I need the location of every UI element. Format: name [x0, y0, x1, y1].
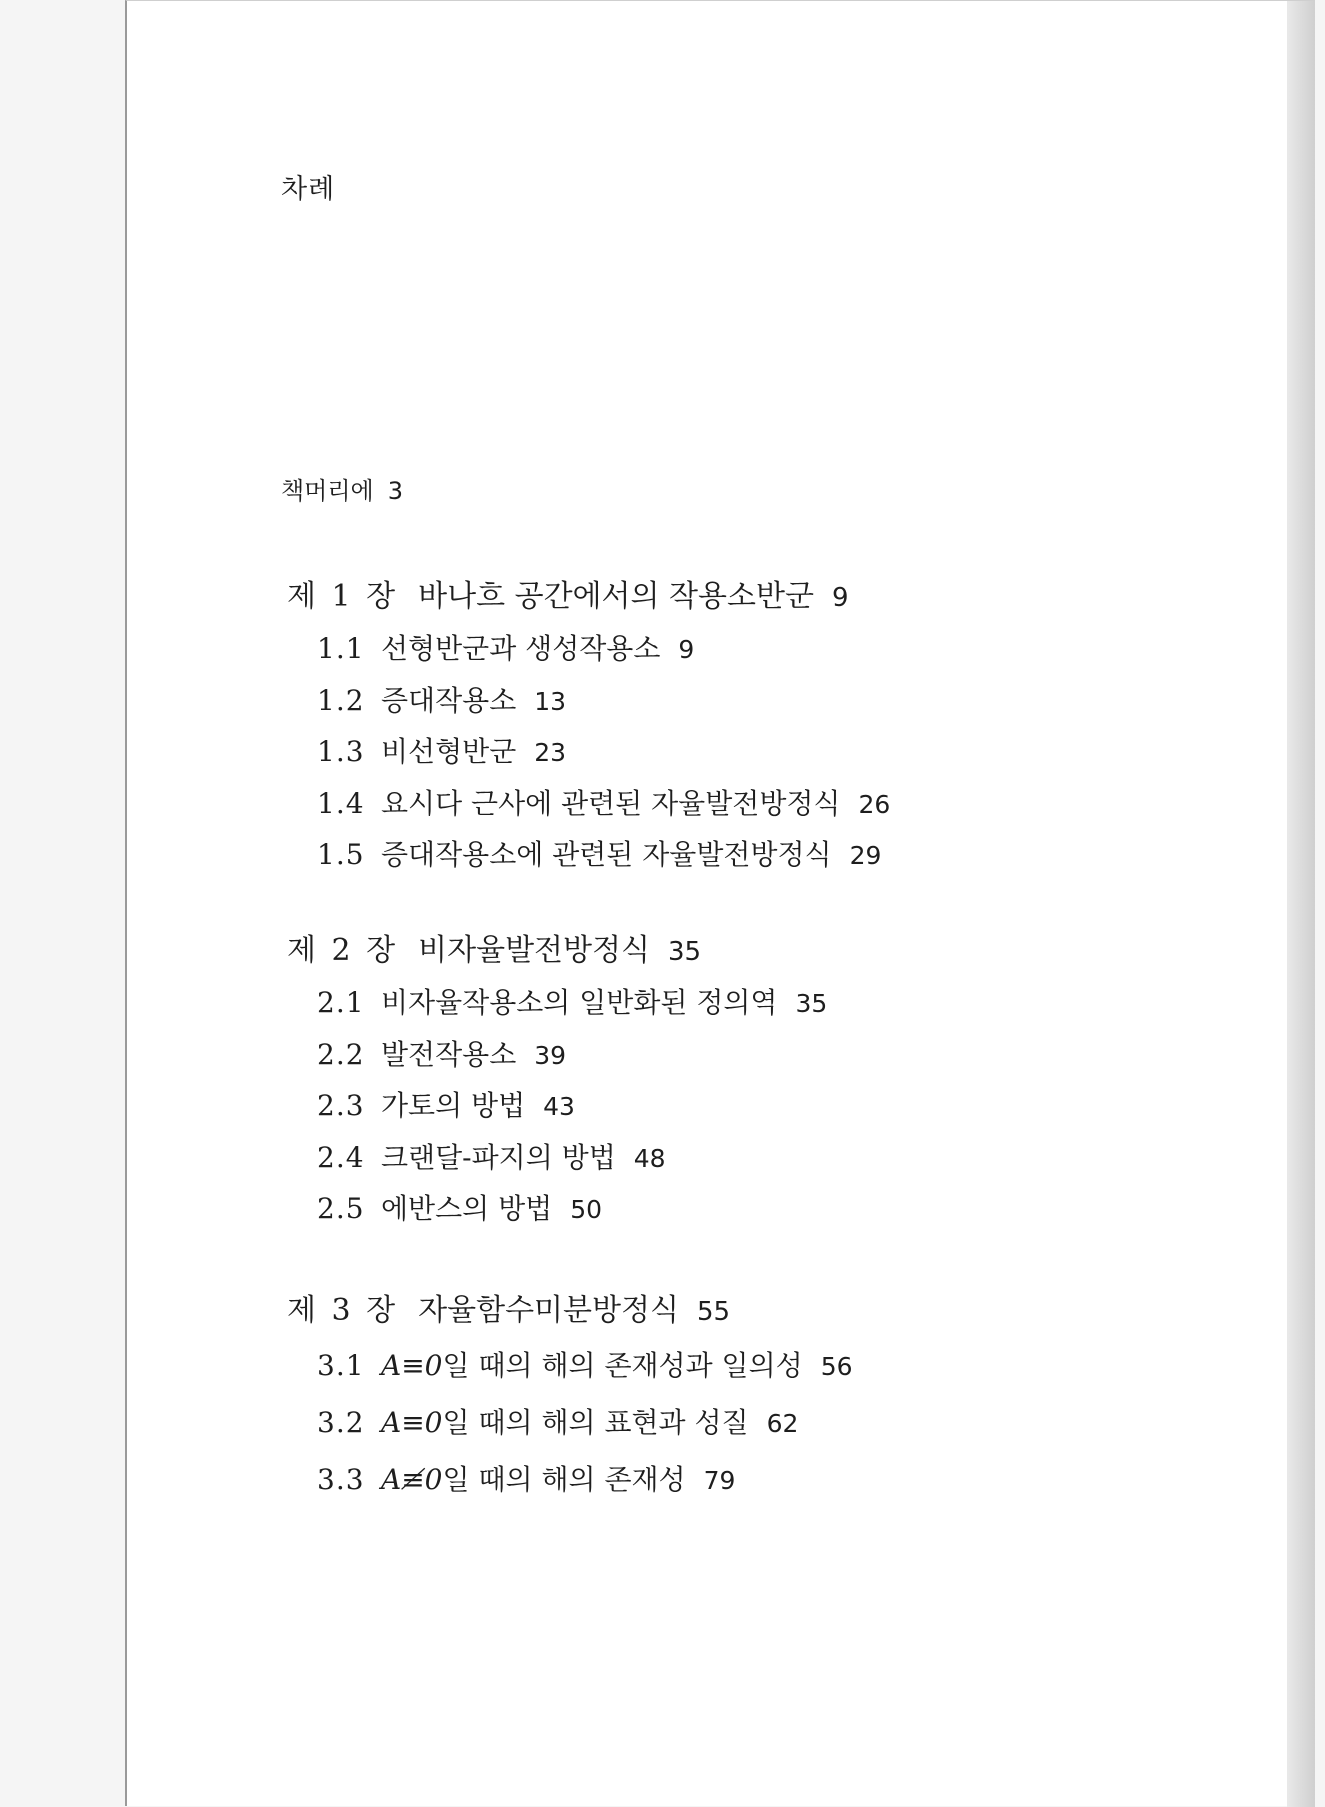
chapter-number: 제 3 장 — [287, 1293, 399, 1328]
section-entry — [317, 829, 1187, 881]
section-number: 1.3 — [317, 735, 365, 768]
section-number: 3.1 — [317, 1349, 365, 1382]
section-number: 1.1 — [317, 632, 365, 665]
section-title: 에반스의 방법 — [381, 1192, 553, 1225]
preface-page: 3 — [387, 477, 404, 505]
section-page: 39 — [534, 1040, 567, 1070]
section-number: 1.2 — [317, 683, 365, 717]
section-page: 43 — [543, 1092, 575, 1121]
chapter-1 — [287, 571, 1187, 881]
page-edge-shadow — [1287, 1, 1315, 1807]
section-entry — [317, 977, 1187, 1029]
section-page: 56 — [820, 1352, 853, 1381]
section-entry — [317, 623, 1187, 675]
section-page: 50 — [570, 1195, 603, 1224]
chapter-heading — [287, 571, 1187, 623]
section-number: 1.4 — [317, 786, 365, 820]
section-entry — [317, 1451, 1187, 1508]
section-number: 1.5 — [317, 838, 365, 871]
math-expression: A≡0 — [381, 1406, 443, 1439]
section-title: 요시다 근사에 관련된 자율발전방정식 — [381, 786, 841, 820]
section-page: 29 — [849, 841, 882, 870]
section-title: 일 때의 해의 존재성 — [442, 1463, 686, 1496]
chapter-page: 9 — [831, 583, 849, 613]
section-entry — [317, 726, 1187, 778]
section-title: 일 때의 해의 존재성과 일의성 — [442, 1349, 803, 1382]
chapter-2 — [287, 925, 1187, 1235]
chapter-heading — [287, 1285, 1187, 1337]
chapter-heading — [287, 925, 1187, 977]
section-number: 3.2 — [317, 1406, 365, 1439]
section-page: 9 — [678, 635, 695, 664]
chapter-page: 55 — [696, 1297, 731, 1327]
section-page: 62 — [766, 1409, 799, 1438]
chapter-3 — [287, 1285, 1187, 1508]
section-entry — [317, 1080, 1187, 1132]
chapter-number: 제 1 장 — [287, 579, 399, 614]
section-number: 2.1 — [317, 986, 365, 1019]
section-page: 79 — [703, 1466, 736, 1495]
section-title: 증대작용소에 관련된 자율발전방정식 — [381, 838, 832, 871]
section-page: 35 — [795, 989, 828, 1018]
section-number: 2.3 — [317, 1089, 365, 1122]
document-page — [125, 0, 1315, 1806]
math-expression: A≢0 — [381, 1463, 443, 1496]
section-title: 선형반군과 생성작용소 — [381, 632, 661, 665]
section-number: 2.4 — [317, 1140, 365, 1174]
section-entry — [317, 1394, 1187, 1451]
section-title: 비선형반군 — [381, 735, 517, 768]
page-title: 차례 — [281, 174, 336, 205]
preface-entry — [281, 471, 403, 506]
section-title: 증대작용소 — [381, 683, 517, 717]
section-entry — [317, 675, 1187, 727]
section-page: 23 — [534, 738, 567, 767]
section-number: 2.5 — [317, 1192, 365, 1225]
chapter-title: 비자율발전방정식 — [418, 933, 650, 968]
section-number: 2.2 — [317, 1037, 365, 1071]
section-title: 일 때의 해의 표현과 성질 — [442, 1406, 749, 1439]
section-title: 크랜달-파지의 방법 — [381, 1140, 616, 1174]
section-number: 3.3 — [317, 1463, 365, 1496]
section-entry — [317, 1337, 1187, 1394]
section-entry — [317, 778, 1187, 830]
chapter-page: 35 — [667, 937, 702, 967]
preface-label: 책머리에 — [281, 477, 374, 505]
section-page: 13 — [534, 686, 567, 716]
section-title: 가토의 방법 — [381, 1089, 526, 1122]
section-title: 발전작용소 — [381, 1037, 517, 1071]
chapter-title: 자율함수미분방정식 — [418, 1293, 679, 1328]
section-page: 26 — [858, 789, 891, 819]
section-entry — [317, 1132, 1187, 1184]
section-title: 비자율작용소의 일반화된 정의역 — [381, 986, 778, 1019]
section-page: 48 — [633, 1143, 666, 1173]
math-expression: A≡0 — [381, 1349, 443, 1382]
section-entry — [317, 1183, 1187, 1235]
section-entry — [317, 1029, 1187, 1081]
chapter-number: 제 2 장 — [287, 933, 399, 968]
chapter-title: 바나흐 공간에서의 작용소반군 — [418, 579, 814, 614]
